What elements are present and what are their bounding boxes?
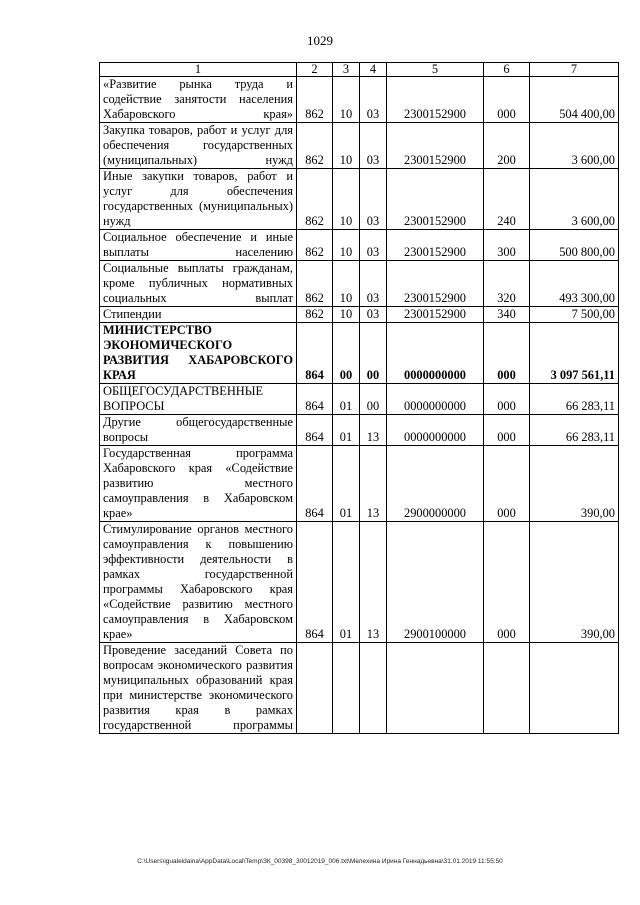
- row-name-cell: Закупка товаров, работ и услуг для обеспечения государственных (муниципальных) нужд: [100, 123, 297, 169]
- code-cell: 862: [297, 261, 333, 307]
- amount-cell: 66 283,11: [530, 384, 619, 415]
- amount-cell: 3 600,00: [530, 169, 619, 230]
- section-cell: 01: [333, 446, 360, 522]
- table-row: [100, 307, 619, 323]
- code-cell: [297, 643, 333, 734]
- section-cell: 10: [333, 123, 360, 169]
- expense-type-cell: 000: [484, 446, 530, 522]
- target-article-cell: 0000000000: [387, 384, 484, 415]
- header-cell: 3: [333, 63, 360, 77]
- section-cell: 10: [333, 261, 360, 307]
- budget-table: [99, 62, 619, 734]
- row-name-cell: Социальное обеспечение и иные выплаты населению: [100, 230, 297, 261]
- subsection-cell: 00: [360, 323, 387, 384]
- subsection-cell: 03: [360, 261, 387, 307]
- row-name-cell: Стипендии: [100, 307, 297, 323]
- code-cell: 862: [297, 123, 333, 169]
- amount-cell: 7 500,00: [530, 307, 619, 323]
- code-cell: 864: [297, 415, 333, 446]
- header-cell: 4: [360, 63, 387, 77]
- subsection-cell: 00: [360, 384, 387, 415]
- amount-cell: 390,00: [530, 522, 619, 643]
- code-cell: 862: [297, 230, 333, 261]
- table-row: [100, 643, 619, 734]
- subsection-cell: [360, 643, 387, 734]
- target-article-cell: 2300152900: [387, 230, 484, 261]
- row-name-cell: Социальные выплаты гражданам, кроме публичных нормативных социальных выплат: [100, 261, 297, 307]
- table-row: [100, 123, 619, 169]
- code-cell: 862: [297, 307, 333, 323]
- subsection-cell: 03: [360, 77, 387, 123]
- target-article-cell: 2900000000: [387, 446, 484, 522]
- expense-type-cell: 000: [484, 415, 530, 446]
- amount-cell: 493 300,00: [530, 261, 619, 307]
- code-cell: 864: [297, 384, 333, 415]
- table-row: [100, 169, 619, 230]
- expense-type-cell: 240: [484, 169, 530, 230]
- row-name-cell: «Развитие рынка труда и содействие занятости населения Хабаровского края»: [100, 77, 297, 123]
- amount-cell: 500 800,00: [530, 230, 619, 261]
- section-cell: 10: [333, 169, 360, 230]
- target-article-cell: 2300152900: [387, 169, 484, 230]
- subsection-cell: 13: [360, 522, 387, 643]
- row-name-cell: Стимулирование органов местного самоуправления к повышению эффективности деятельности в рамках государственной программы Хабаровского края «Содействие развитию местного самоуправления в Хабаровском крае»: [100, 522, 297, 643]
- table-header-row: [100, 63, 619, 77]
- table-row: [100, 384, 619, 415]
- expense-type-cell: 000: [484, 77, 530, 123]
- table-row: [100, 77, 619, 123]
- amount-cell: 390,00: [530, 446, 619, 522]
- target-article-cell: [387, 643, 484, 734]
- row-name-cell: Другие общегосударственные вопросы: [100, 415, 297, 446]
- table-row: [100, 261, 619, 307]
- footer-file-path: C:\Users\igualeldaina\AppData\Local\Temp\ЗК_00398_30012019_006.txt\Мелехина Ирина Геннадьевна\31.01.2019 11:55:50: [137, 858, 503, 865]
- expense-type-cell: 200: [484, 123, 530, 169]
- header-cell: 2: [297, 63, 333, 77]
- header-cell: 1: [100, 63, 297, 77]
- page-number: 1029: [307, 33, 333, 48]
- expense-type-cell: 340: [484, 307, 530, 323]
- target-article-cell: 0000000000: [387, 323, 484, 384]
- table-row: [100, 230, 619, 261]
- section-cell: [333, 643, 360, 734]
- amount-cell: 3 097 561,11: [530, 323, 619, 384]
- section-cell: 01: [333, 522, 360, 643]
- section-cell: 10: [333, 77, 360, 123]
- subsection-cell: 03: [360, 307, 387, 323]
- row-name-cell: ОБЩЕГОСУДАРСТВЕННЫЕ ВОПРОСЫ: [100, 384, 297, 415]
- section-cell: 00: [333, 323, 360, 384]
- subsection-cell: 03: [360, 169, 387, 230]
- code-cell: 864: [297, 522, 333, 643]
- table-row: [100, 522, 619, 643]
- table-row-ministry: [100, 323, 619, 384]
- amount-cell: 504 400,00: [530, 77, 619, 123]
- target-article-cell: 2300152900: [387, 77, 484, 123]
- expense-type-cell: [484, 643, 530, 734]
- section-cell: 01: [333, 384, 360, 415]
- target-article-cell: 2900100000: [387, 522, 484, 643]
- header-cell: 7: [530, 63, 619, 77]
- section-cell: 01: [333, 415, 360, 446]
- expense-type-cell: 000: [484, 384, 530, 415]
- expense-type-cell: 000: [484, 323, 530, 384]
- target-article-cell: 2300152900: [387, 123, 484, 169]
- amount-cell: 66 283,11: [530, 415, 619, 446]
- code-cell: 862: [297, 169, 333, 230]
- row-name-cell: Иные закупки товаров, работ и услуг для обеспечения государственных (муниципальных) нужд: [100, 169, 297, 230]
- code-cell: 862: [297, 77, 333, 123]
- section-cell: 10: [333, 230, 360, 261]
- table-row: [100, 446, 619, 522]
- amount-cell: [530, 643, 619, 734]
- subsection-cell: 13: [360, 446, 387, 522]
- expense-type-cell: 000: [484, 522, 530, 643]
- header-cell: 6: [484, 63, 530, 77]
- amount-cell: 3 600,00: [530, 123, 619, 169]
- code-cell: 864: [297, 323, 333, 384]
- row-name-cell: Государственная программа Хабаровского края «Содействие развитию местного самоуправления в Хабаровском крае»: [100, 446, 297, 522]
- table-row: [100, 415, 619, 446]
- target-article-cell: 2300152900: [387, 307, 484, 323]
- target-article-cell: 2300152900: [387, 261, 484, 307]
- subsection-cell: 13: [360, 415, 387, 446]
- row-name-cell: МИНИСТЕРСТВО ЭКОНОМИЧЕСКОГО РАЗВИТИЯ ХАБАРОВСКОГО КРАЯ: [100, 323, 297, 384]
- header-cell: 5: [387, 63, 484, 77]
- row-name-cell: Проведение заседаний Совета по вопросам экономического развития муниципальных образований края при министерстве экономического развития края в рамках государственной программы: [100, 643, 297, 734]
- subsection-cell: 03: [360, 123, 387, 169]
- section-cell: 10: [333, 307, 360, 323]
- subsection-cell: 03: [360, 230, 387, 261]
- expense-type-cell: 300: [484, 230, 530, 261]
- target-article-cell: 0000000000: [387, 415, 484, 446]
- expense-type-cell: 320: [484, 261, 530, 307]
- code-cell: 864: [297, 446, 333, 522]
